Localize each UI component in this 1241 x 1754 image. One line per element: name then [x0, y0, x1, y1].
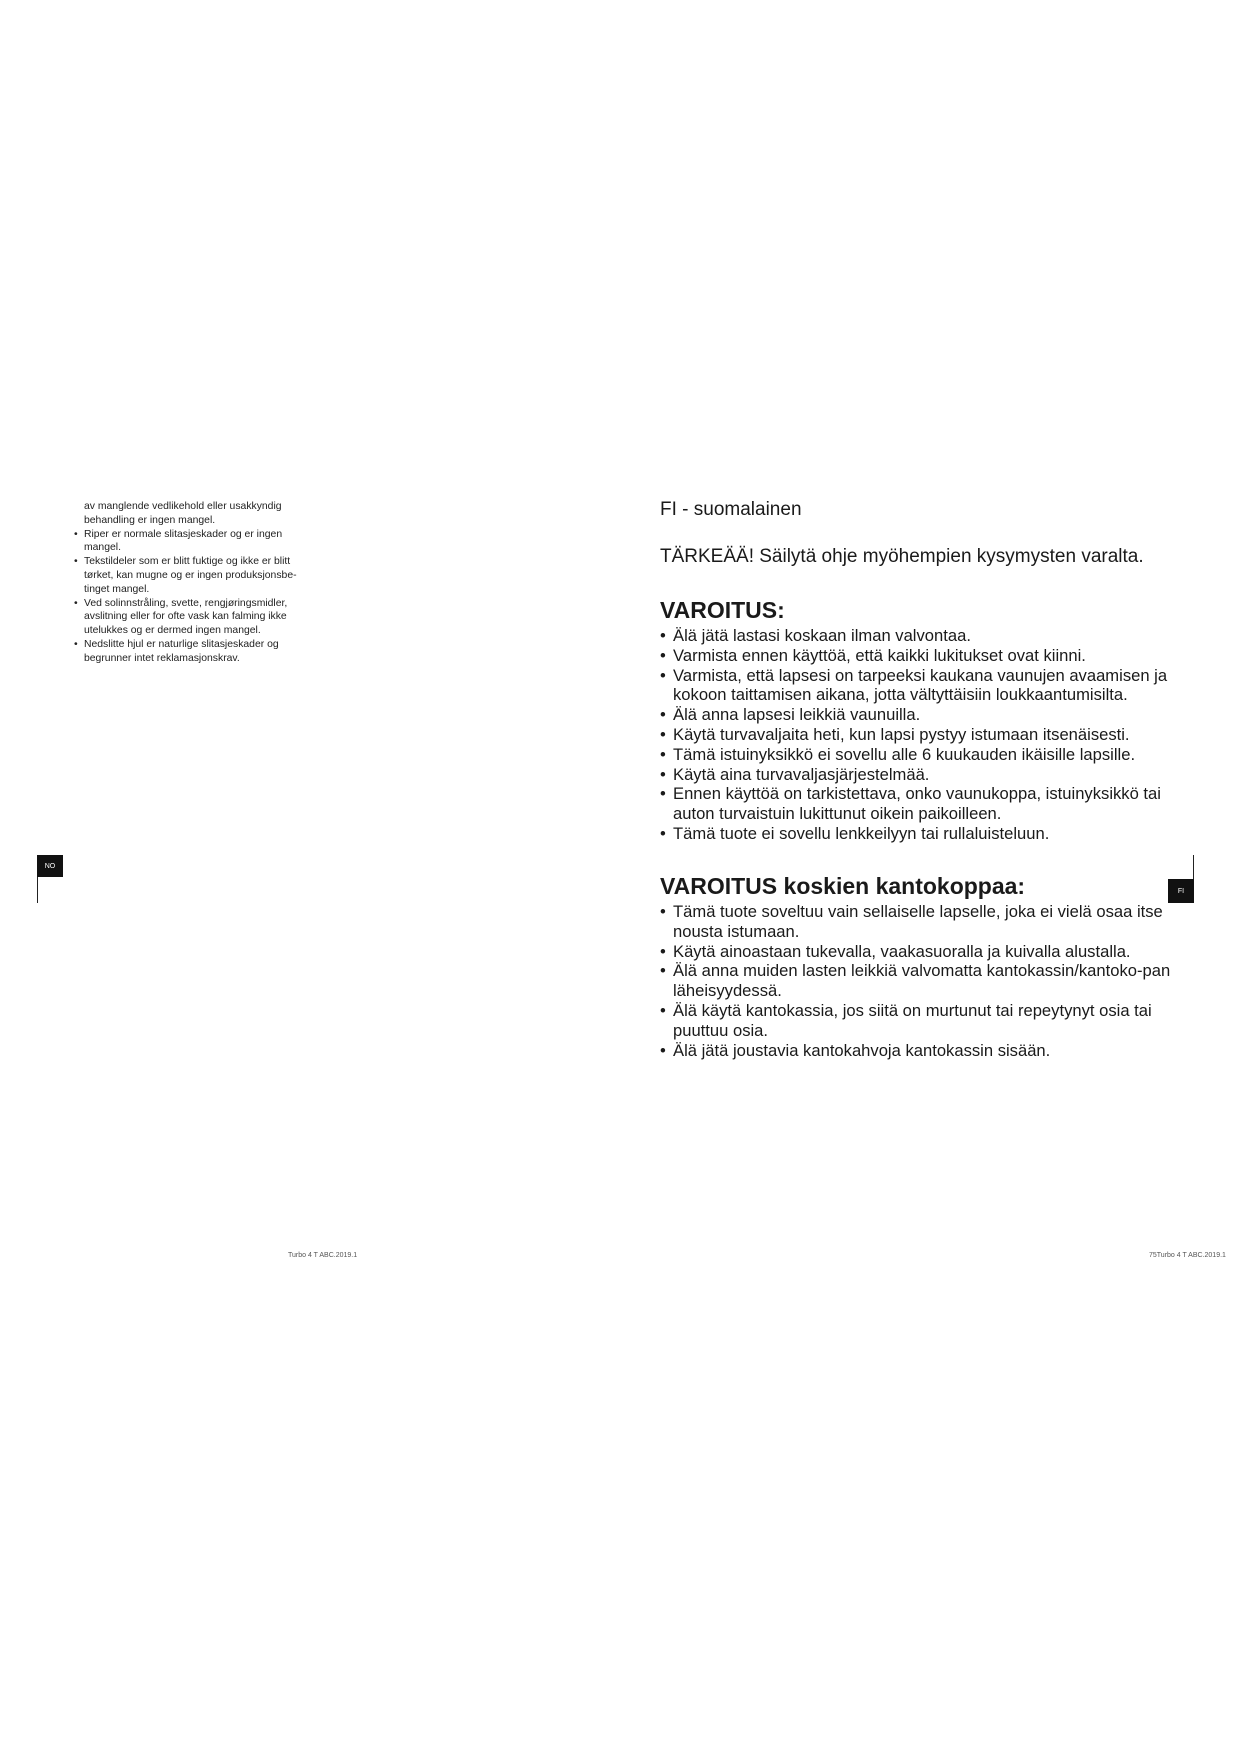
warning-block	[660, 626, 1190, 844]
carrycot-warning-list	[660, 902, 1190, 1060]
list-item: • Ennen käyttöä on tarkistettava, onko vaunukoppa, istuinyksikkö tai auton turvaistuin lukittunut oikein paikoilleen.	[660, 784, 1190, 824]
left-page	[0, 0, 620, 1754]
page-footer-left: Turbo 4 T ABC.2019.1	[288, 1252, 358, 1259]
list-item: • Riper er normale slitasjeskader og er ingen mangel.	[74, 528, 320, 556]
list-item: • Älä jätä joustavia kantokahvoja kantokassin sisään.	[660, 1041, 1190, 1061]
tab-divider	[37, 877, 38, 903]
list-item: • Käytä turvavaljaita heti, kun lapsi pystyy istumaan itsenäisesti.	[660, 725, 1190, 745]
right-page	[620, 0, 1241, 1754]
list-item: • Älä anna lapsesi leikkiä vaunuilla.	[660, 705, 1190, 725]
list-item: • Käytä aina turvavaljasjärjestelmää.	[660, 765, 1190, 785]
tab-divider	[1193, 855, 1194, 879]
important-notice: TÄRKEÄÄ! Säilytä ohje myöhempien kysymysten varalta.	[660, 546, 1144, 567]
warranty-list	[74, 528, 320, 666]
list-item: • Nedslitte hjul er naturlige slitasjeskader og begrunner intet reklamasjonskrav.	[74, 638, 320, 666]
warning-list	[660, 626, 1190, 844]
carrycot-warning-block	[660, 902, 1190, 1060]
language-heading: FI - suomalainen	[660, 499, 802, 520]
list-item: • Varmista ennen käyttöä, että kaikki lukitukset ovat kiinni.	[660, 646, 1190, 666]
list-item: • Tämä istuinyksikkö ei sovellu alle 6 kuukauden ikäisille lapsille.	[660, 745, 1190, 765]
list-item: • Tämä tuote ei sovellu lenkkeilyyn tai rullaluisteluun.	[660, 824, 1190, 844]
continued-paragraph: av manglende vedlikehold eller usakkyndig behandling er ingen mangel.	[84, 501, 282, 526]
list-item: • Älä anna muiden lasten leikkiä valvomatta kantokassin/kantoko-pan läheisyydessä.	[660, 961, 1190, 1001]
page-footer-right: 75Turbo 4 T ABC.2019.1	[1149, 1252, 1226, 1259]
list-item: • Älä jätä lastasi koskaan ilman valvontaa.	[660, 626, 1190, 646]
norwegian-warranty-text	[74, 500, 320, 666]
warning-heading: VAROITUS:	[660, 597, 785, 623]
list-item: • Käytä ainoastaan tukevalla, vaakasuoralla ja kuivalla alustalla.	[660, 942, 1190, 962]
list-item: • Tämä tuote soveltuu vain sellaiselle lapselle, joka ei vielä osaa itse nousta istumaan.	[660, 902, 1190, 942]
list-item: • Ved solinnstråling, svette, rengjøringsmidler, avslitning eller for ofte vask kan falming ikke utelukkes og er dermed ingen mangel.	[74, 597, 320, 638]
list-item: • Älä käytä kantokassia, jos siitä on murtunut tai repeytynyt osia tai puuttuu osia.	[660, 1001, 1190, 1041]
list-item: • Varmista, että lapsesi on tarpeeksi kaukana vaunujen avaamisen ja kokoon taittamisen aikana, jotta vältyttäisiin loukkaantumisilta.	[660, 666, 1190, 706]
language-tab-fi: FI	[1168, 879, 1194, 903]
carrycot-warning-heading: VAROITUS koskien kantokoppaa:	[660, 873, 1026, 899]
list-item: • Tekstildeler som er blitt fuktige og ikke er blitt tørket, kan mugne og er ingen produksjonsbe-tinget mangel.	[74, 555, 320, 596]
language-tab-no: NO	[37, 855, 63, 877]
